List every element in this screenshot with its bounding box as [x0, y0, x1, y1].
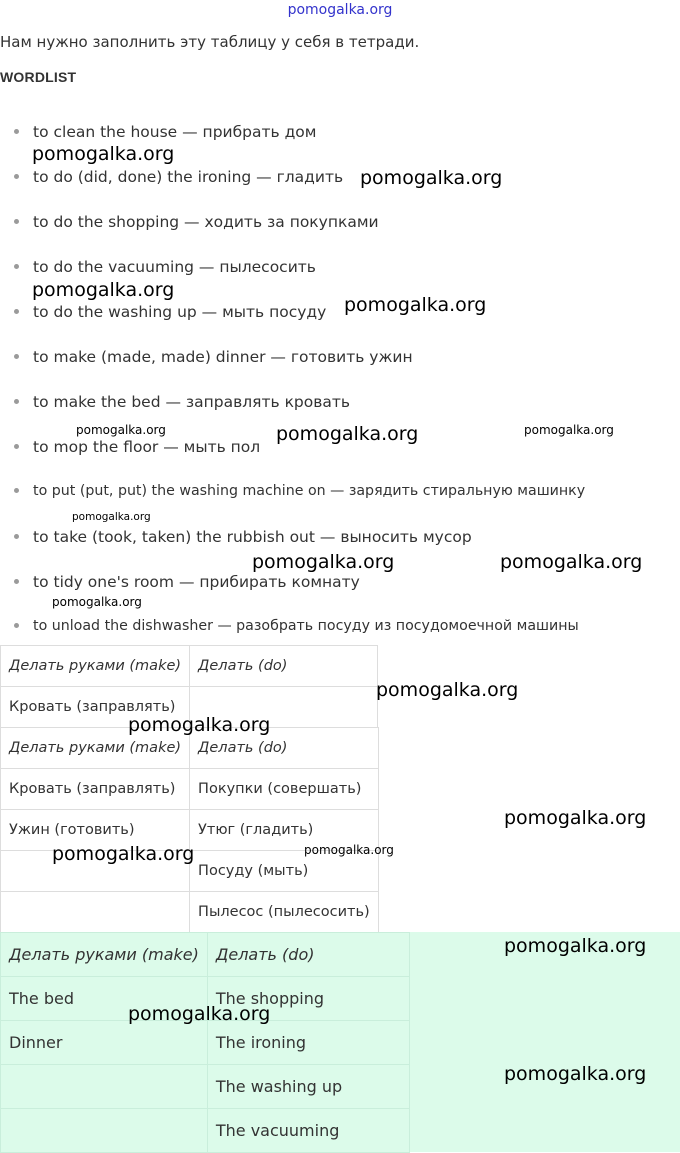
- table-row: [1, 1021, 410, 1065]
- watermark: pomogalka.org: [360, 167, 503, 189]
- table-header-row: [1, 933, 410, 977]
- bullet-icon: [14, 309, 19, 314]
- bullet-icon: [14, 623, 19, 628]
- watermark: pomogalka.org: [32, 143, 175, 165]
- watermark: pomogalka.org: [252, 551, 395, 573]
- table-cell: Кровать (заправлять): [1, 687, 190, 728]
- table-row: [1, 1065, 410, 1109]
- table-header-cell: Делать (do): [190, 646, 378, 687]
- table-header-cell: Делать (do): [207, 933, 409, 977]
- table-header-cell: Делать (do): [190, 728, 379, 769]
- table-cell: Кровать (заправлять): [1, 769, 190, 810]
- watermark: pomogalka.org: [52, 595, 142, 609]
- bullet-icon: [14, 534, 19, 539]
- list-item: to unload the dishwasher — разобрать посуду из посудомоечной машины: [14, 618, 579, 634]
- bullet-icon: [14, 219, 19, 224]
- table-cell: Ужин (готовить): [1, 810, 190, 851]
- watermark: pomogalka.org: [500, 551, 643, 573]
- watermark: pomogalka.org: [128, 714, 271, 736]
- watermark: pomogalka.org: [128, 1003, 271, 1025]
- table-row: [1, 769, 379, 810]
- list-item: to clean the house — прибрать дом: [14, 123, 317, 141]
- table-cell: Пылесос (пылесосить): [190, 892, 379, 933]
- bullet-icon: [14, 129, 19, 134]
- table-cell: The washing up: [207, 1065, 409, 1109]
- make-do-table-filled: [0, 727, 379, 933]
- bullet-icon: [14, 399, 19, 404]
- table-cell: [1, 1109, 208, 1153]
- watermark: pomogalka.org: [504, 1063, 647, 1085]
- list-item: to tidy one's room — прибирать комнату: [14, 573, 360, 591]
- list-item: to put (put, put) the washing machine on — зарядить стиральную машинку: [14, 483, 585, 499]
- table-cell: Покупки (совершать): [190, 769, 379, 810]
- watermark: pomogalka.org: [76, 423, 166, 437]
- bullet-icon: [14, 579, 19, 584]
- table-cell: [1, 892, 190, 933]
- watermark: pomogalka.org: [504, 807, 647, 829]
- list-item: to do the vacuuming — пылесосить: [14, 258, 316, 276]
- table-cell: The shopping: [207, 977, 409, 1021]
- list-item: to make the bed — заправлять кровать: [14, 393, 350, 411]
- list-item: to take (took, taken) the rubbish out — выносить мусор: [14, 528, 472, 546]
- list-item: to do the washing up — мыть посуду: [14, 303, 326, 321]
- table-cell: The ironing: [207, 1021, 409, 1065]
- site-link[interactable]: pomogalka.org: [287, 2, 393, 18]
- watermark: pomogalka.org: [344, 294, 487, 316]
- intro-text: Нам нужно заполнить эту таблицу у себя в тетради.: [0, 33, 420, 51]
- list-item: to do (did, done) the ironing — гладить: [14, 168, 343, 186]
- table-row: [1, 892, 379, 933]
- watermark: pomogalka.org: [304, 843, 394, 857]
- watermark: pomogalka.org: [524, 423, 614, 437]
- list-item: to do the shopping — ходить за покупками: [14, 213, 379, 231]
- list-item: to make (made, made) dinner — готовить ужин: [14, 348, 413, 366]
- table-cell: The vacuuming: [207, 1109, 409, 1153]
- bullet-icon: [14, 174, 19, 179]
- watermark: pomogalka.org: [504, 935, 647, 957]
- make-do-table-english: [0, 932, 410, 1153]
- table-cell: [1, 1065, 208, 1109]
- watermark: pomogalka.org: [32, 279, 175, 301]
- table-header-cell: Делать руками (make): [1, 933, 208, 977]
- watermark: pomogalka.org: [376, 679, 519, 701]
- wordlist-title: WORDLIST: [0, 69, 77, 85]
- table-header-cell: Делать руками (make): [1, 646, 190, 687]
- watermark: pomogalka.org: [276, 423, 419, 445]
- bullet-icon: [14, 264, 19, 269]
- watermark: pomogalka.org: [52, 843, 195, 865]
- table-cell: Посуду (мыть): [190, 851, 379, 892]
- bullet-icon: [14, 488, 19, 493]
- table-header-row: [1, 646, 378, 687]
- bullet-icon: [14, 444, 19, 449]
- table-header-cell: Делать руками (make): [1, 728, 190, 769]
- table-cell: Утюг (гладить): [190, 810, 379, 851]
- watermark: pomogalka.org: [72, 511, 151, 523]
- list-item: to mop the floor — мыть пол: [14, 438, 260, 456]
- table-cell: The bed: [1, 977, 208, 1021]
- table-cell: Dinner: [1, 1021, 208, 1065]
- bullet-icon: [14, 354, 19, 359]
- table-row: [1, 1109, 410, 1153]
